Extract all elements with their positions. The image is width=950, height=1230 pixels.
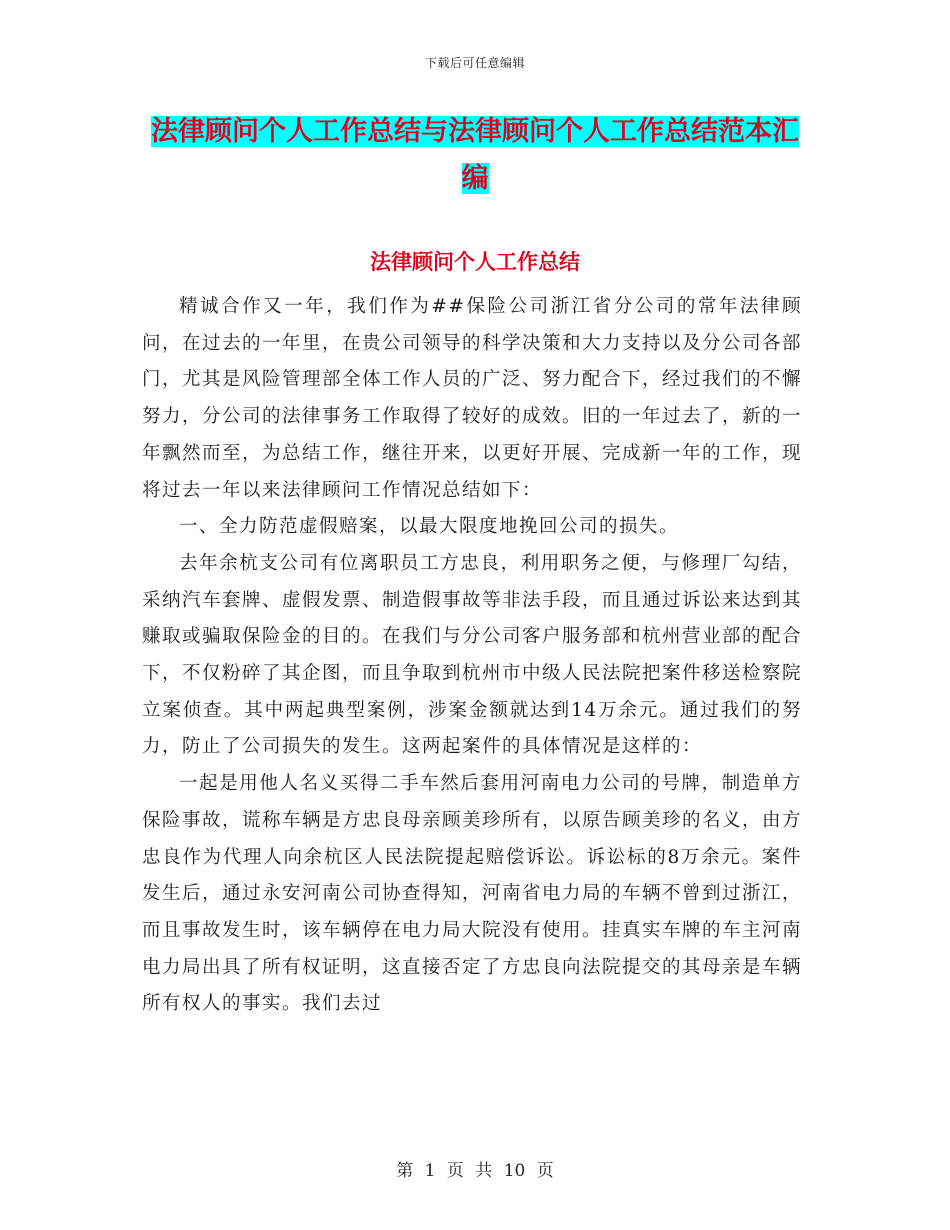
document-title-text: 法律顾问个人工作总结与法律顾问个人工作总结范本汇编 [151,116,799,194]
document-body [142,289,802,1023]
paragraph-case-detail: 一起是用他人名义买得二手车然后套用河南电力公司的号牌，制造单方保险事故，谎称车辆是方忠良母亲顾美珍所有，以原告顾美珍的名义，由方忠良作为代理人向余杭区人民法院提起赔偿诉讼。诉讼标的8万余元。案件发生后，通过永安河南公司协查得知，河南省电力局的车辆不曾到过浙江，而且事故发生时，该车辆停在电力局大院没有使用。挂真实车牌的车主河南电力局出具了所有权证明，这直接否定了方忠良向法院提交的其母亲是车辆所有权人的事实。我们去过 [142,773,803,1015]
page-header-note: 下载后可任意编辑 [424,56,525,70]
section-heading: 法律顾问个人工作总结 [370,249,580,274]
document-title [140,108,810,202]
page-footer-number: 第 1 页 共 10 页 [396,1161,554,1181]
paragraph-intro: 精诚合作又一年，我们作为##保险公司浙江省分公司的常年法律顾问，在过去的一年里，在贵公司领导的科学决策和大力支持以及分公司各部门，尤其是风险管理部全体工作人员的广泛、努力配合下，经过我们的不懈努力，分公司的法律事务工作取得了较好的成效。旧的一年过去了，新的一年飘然而至，为总结工作，继往开来，以更好开展、完成新一年的工作，现将过去一年以来法律顾问工作情况总结如下： [142,296,803,501]
paragraph-point-one: 一、全力防范虚假赔案，以最大限度地挽回公司的损失。 [179,516,680,538]
paragraph-case-overview: 去年余杭支公司有位离职员工方忠良，利用职务之便，与修理厂勾结，采纳汽车套牌、虚假发票、制造假事故等非法手段，而且通过诉讼来达到其赚取或骗取保险金的目的。在我们与分公司客户服务部和杭州营业部的配合下，不仅粉碎了其企图，而且争取到杭州市中级人民法院把案件移送检察院立案侦查。其中两起典型案例，涉案金额就达到14万余元。通过我们的努力，防止了公司损失的发生。这两起案件的具体情况是这样的： [142,552,803,758]
